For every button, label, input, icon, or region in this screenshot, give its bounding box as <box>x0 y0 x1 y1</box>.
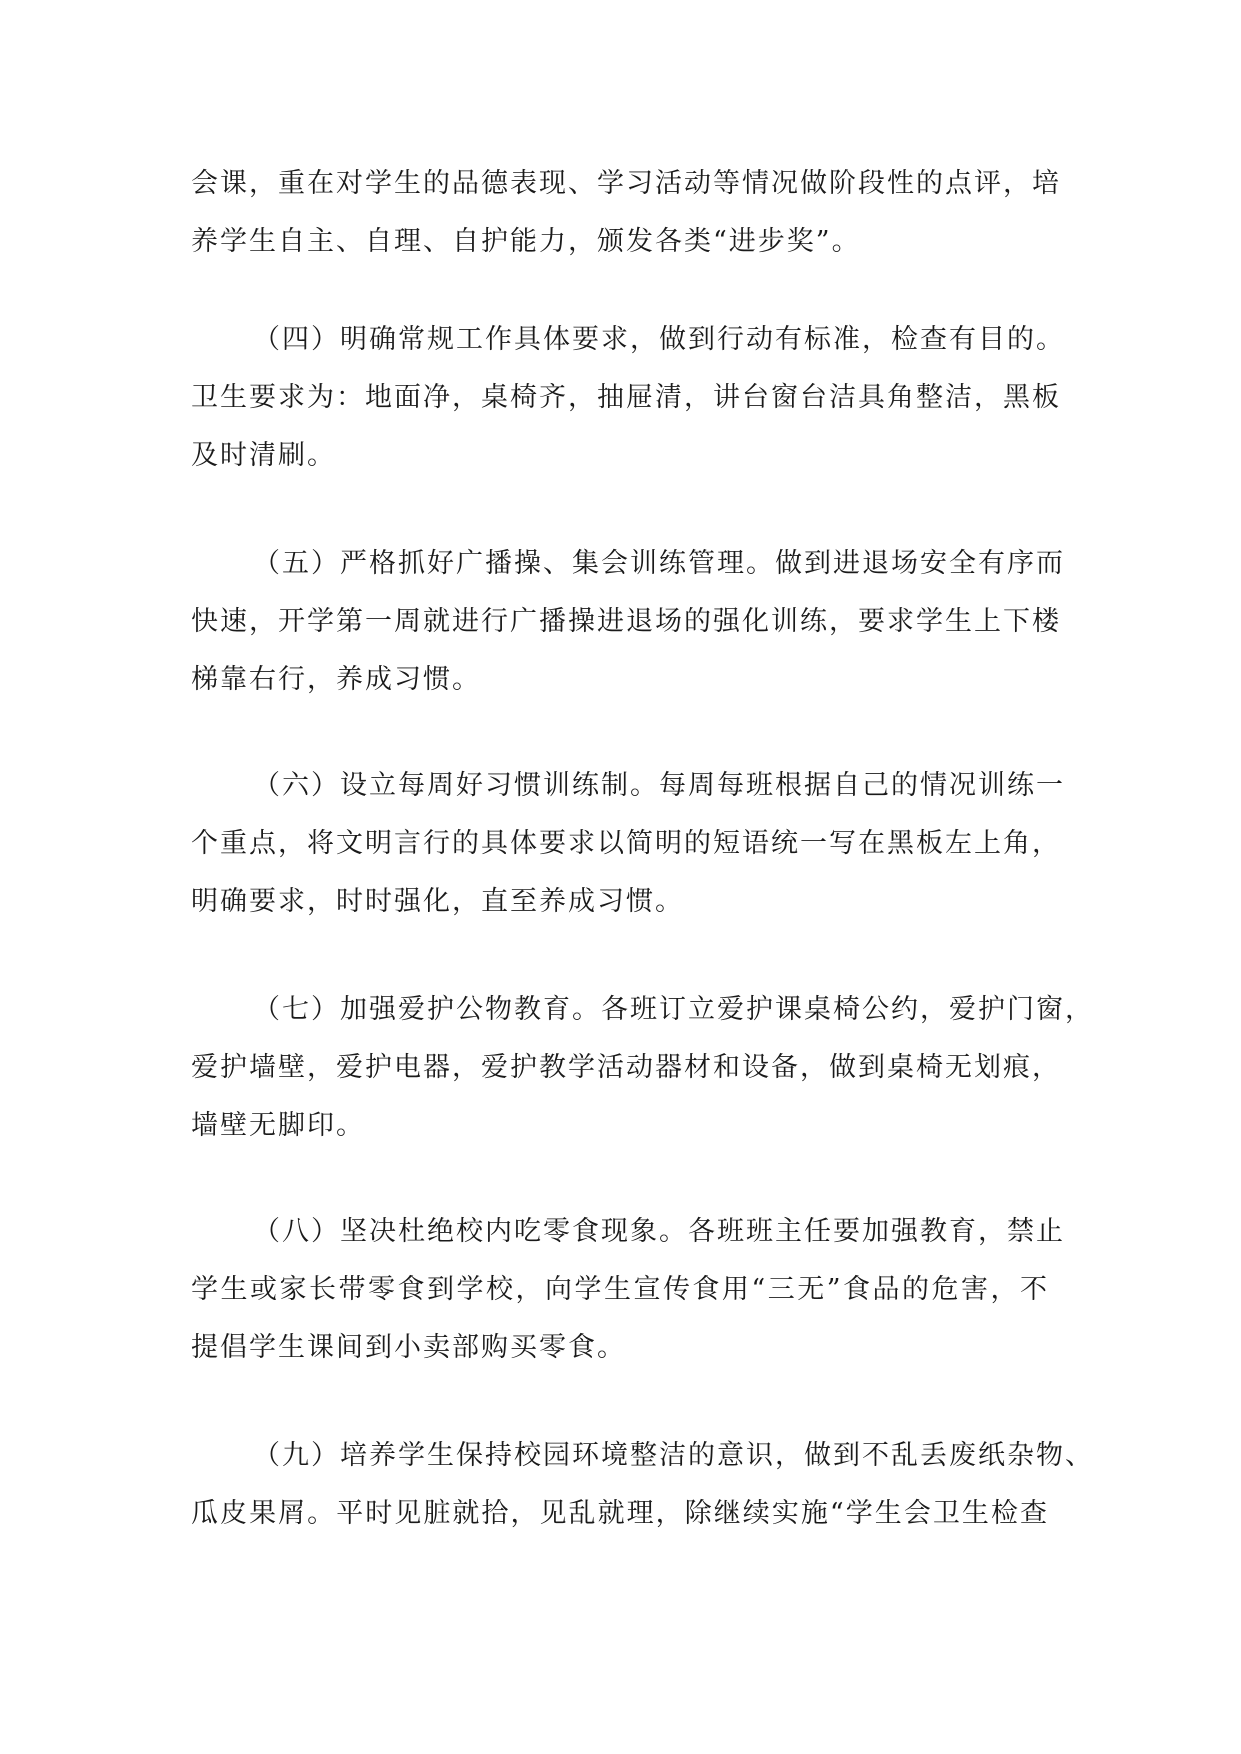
paragraph-continuation <box>191 155 1061 271</box>
text-line: （五）严格抓好广播操、集会训练管理。做到进退场安全有序而 <box>253 548 1065 579</box>
paragraph-item-6 <box>191 757 1065 931</box>
text-line: 明确要求，时时强化，直至养成习惯。 <box>191 886 684 917</box>
text-line: 会课，重在对学生的品德表现、学习活动等情况做阶段性的点评，培 <box>191 168 1061 199</box>
text-line: （六）设立每周好习惯训练制。每周每班根据自己的情况训练一 <box>253 770 1065 801</box>
text-line: 快速，开学第一周就进行广播操进退场的强化训练，要求学生上下楼 <box>191 606 1061 637</box>
text-line: 梯靠右行，养成习惯。 <box>191 664 481 695</box>
paragraph-item-7 <box>191 981 1094 1155</box>
text-line: （九）培养学生保持校园环境整洁的意识，做到不乱丢废纸杂物、 <box>253 1440 1094 1471</box>
text-line: 爱护墙壁，爱护电器，爱护教学活动器材和设备，做到桌椅无划痕， <box>191 1052 1061 1083</box>
text-line: 及时清刷。 <box>191 440 336 471</box>
text-line: 学生或家长带零食到学校，向学生宣传食用“三无”食品的危害，不 <box>191 1274 1049 1305</box>
paragraph-item-4 <box>191 311 1065 485</box>
text-line: 提倡学生课间到小卖部购买零食。 <box>191 1332 626 1363</box>
text-line: 卫生要求为：地面净，桌椅齐，抽屉清，讲台窗台洁具角整洁，黑板 <box>191 382 1061 413</box>
paragraph-item-5 <box>191 535 1065 709</box>
paragraph-item-9 <box>191 1427 1094 1543</box>
text-line: 个重点，将文明言行的具体要求以简明的短语统一写在黑板左上角， <box>191 828 1061 859</box>
text-line: 养学生自主、自理、自护能力，颁发各类“进步奖”。 <box>191 226 861 257</box>
text-line: （七）加强爱护公物教育。各班订立爱护课桌椅公约，爱护门窗， <box>253 994 1094 1025</box>
paragraph-item-8 <box>191 1203 1065 1377</box>
text-line: （八）坚决杜绝校内吃零食现象。各班班主任要加强教育，禁止 <box>253 1216 1065 1247</box>
text-line: 墙壁无脚印。 <box>191 1110 365 1141</box>
text-line: 瓜皮果屑。平时见脏就拾，见乱就理，除继续实施“学生会卫生检查 <box>191 1498 1049 1529</box>
text-line: （四）明确常规工作具体要求，做到行动有标准，检查有目的。 <box>253 324 1065 355</box>
